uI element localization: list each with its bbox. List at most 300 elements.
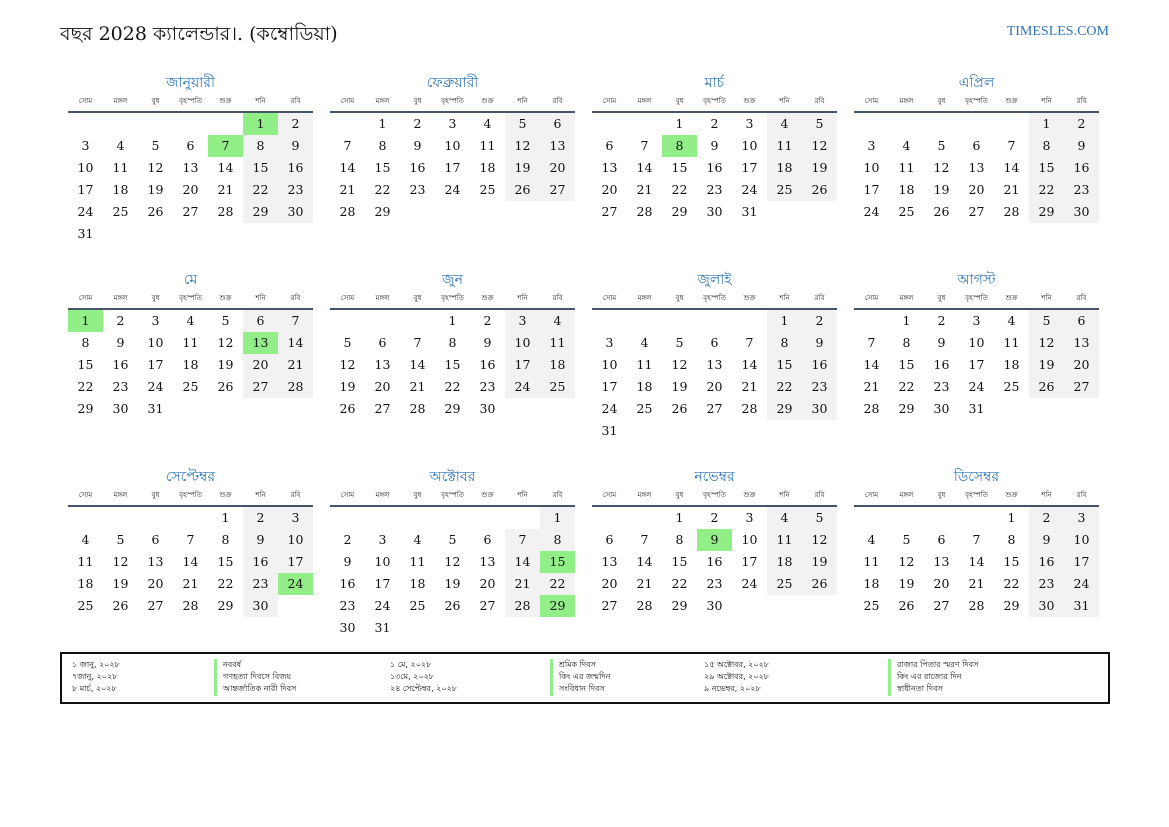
day-cell: 17: [374, 576, 391, 591]
day-cell: 30: [339, 620, 356, 635]
day-cell: 1: [1007, 510, 1016, 525]
day-cell: 24: [77, 204, 94, 219]
weekday-label: সোম: [602, 491, 617, 499]
day-cell: 15: [898, 357, 915, 372]
day-cell: 12: [444, 554, 461, 569]
day-cell: 17: [444, 160, 461, 175]
day-cell: 31: [147, 401, 164, 416]
week-row: [592, 332, 837, 354]
day-cell: 22: [767, 376, 802, 398]
weekday-label: শুক্র: [1005, 294, 1018, 302]
day-cell: 16: [1064, 157, 1099, 179]
day-cell: 1: [902, 313, 911, 328]
week-row: [854, 354, 1099, 376]
day-cell: 12: [898, 554, 915, 569]
day-cell: 18: [112, 182, 129, 197]
empty-cell: [505, 201, 540, 223]
day-cell: 27: [1064, 376, 1099, 398]
day-cell: 14: [409, 357, 426, 372]
day-cell: 7: [278, 310, 313, 332]
empty-cell: [505, 398, 540, 420]
weekday-header: [854, 289, 1099, 310]
months-grid: [68, 70, 1099, 644]
weekday-label: শুক্র: [219, 294, 232, 302]
day-cell: 10: [741, 138, 758, 153]
day-cell: 24: [374, 598, 391, 613]
day-cell: 8: [540, 529, 575, 551]
weekday-header: [854, 486, 1099, 507]
day-cell: 28: [278, 376, 313, 398]
day-cell: 28: [409, 401, 426, 416]
month-calendar: [592, 267, 837, 447]
holiday-date: ১ মে, ২০২৮: [390, 660, 432, 669]
day-cell: 25: [767, 179, 802, 201]
day-cell: 4: [867, 532, 876, 547]
weekday-label: বৃহস্পতি: [703, 491, 726, 499]
day-cell: 27: [540, 179, 575, 201]
day-cell: 21: [636, 182, 653, 197]
empty-cell: [662, 310, 697, 332]
month-name: জুলাই: [697, 272, 732, 288]
month-name: সেপ্টেম্বর: [165, 469, 216, 485]
day-cell: 30: [1064, 201, 1099, 223]
day-cell: 12: [933, 160, 950, 175]
week-row: [68, 507, 313, 529]
day-cell: 8: [767, 332, 802, 354]
day-cell: 13: [601, 160, 618, 175]
holiday-date: ৭জানু, ২০২৮: [72, 672, 118, 681]
holiday-date: ১ জানু, ২০২৮: [72, 660, 120, 669]
day-cell: 22: [540, 573, 575, 595]
empty-cell: [697, 420, 732, 442]
day-cell: 7: [867, 335, 876, 350]
day-cell: 23: [409, 182, 426, 197]
day-cell: 30: [112, 401, 129, 416]
day-cell: 5: [343, 335, 352, 350]
weekday-label: শুক্র: [481, 97, 494, 105]
day-cell: 30: [802, 398, 837, 420]
day-cell: 2: [413, 116, 422, 131]
day-cell: 7: [1007, 138, 1016, 153]
day-cell: 14: [968, 554, 985, 569]
day-cell: 30: [278, 201, 313, 223]
day-cell: 3: [151, 313, 160, 328]
day-cell: 10: [505, 332, 540, 354]
empty-cell: [767, 595, 802, 617]
empty-cell: [732, 420, 767, 442]
holiday-day-cell: 7: [208, 135, 243, 157]
day-cell: 20: [243, 354, 278, 376]
empty-cell: [470, 617, 505, 639]
weekday-label: বুধ: [675, 97, 684, 105]
day-cell: 27: [479, 598, 496, 613]
weekday-label: বুধ: [151, 491, 160, 499]
day-cell: 21: [741, 379, 758, 394]
weekday-label: রবি: [1076, 294, 1087, 302]
day-cell: 8: [378, 138, 387, 153]
day-cell: 26: [898, 598, 915, 613]
weekday-label: বৃহস্পতি: [965, 294, 988, 302]
day-cell: 13: [933, 554, 950, 569]
day-cell: 10: [863, 160, 880, 175]
empty-cell: [138, 113, 173, 135]
holiday-name: গণহত্যা দিবসে বিজয়: [214, 671, 291, 684]
day-cell: 18: [898, 182, 915, 197]
day-cell: 17: [741, 160, 758, 175]
empty-cell: [470, 201, 505, 223]
month-calendar: [592, 464, 837, 644]
day-cell: 4: [902, 138, 911, 153]
empty-cell: [243, 223, 278, 245]
day-cell: 23: [278, 179, 313, 201]
day-cell: 20: [1064, 354, 1099, 376]
weekday-label: মঙ্গল: [899, 294, 914, 302]
weekday-label: মঙ্গল: [113, 97, 128, 105]
weekday-label: মঙ্গল: [637, 491, 652, 499]
week-row: [330, 332, 575, 354]
week-row: [68, 310, 313, 332]
week-row: [854, 113, 1099, 135]
day-cell: 6: [605, 532, 614, 547]
week-row: [68, 223, 313, 245]
month-name: এপ্রিল: [958, 75, 995, 91]
week-row: [68, 332, 313, 354]
week-row: [592, 135, 837, 157]
day-cell: 31: [374, 620, 391, 635]
day-cell: 21: [217, 182, 234, 197]
empty-cell: [68, 113, 103, 135]
day-cell: 7: [343, 138, 352, 153]
empty-cell: [854, 310, 889, 332]
month-calendar: [330, 70, 575, 250]
day-cell: 19: [339, 379, 356, 394]
day-cell: 1: [675, 116, 684, 131]
day-cell: 21: [636, 576, 653, 591]
day-cell: 29: [374, 204, 391, 219]
day-cell: 29: [444, 401, 461, 416]
day-cell: 2: [1064, 113, 1099, 135]
day-cell: 16: [409, 160, 426, 175]
day-cell: 19: [147, 182, 164, 197]
holiday-date: ১৩মে, ২০২৮: [390, 672, 434, 681]
day-cell: 14: [741, 357, 758, 372]
weekday-label: বৃহস্পতি: [965, 491, 988, 499]
day-cell: 22: [1003, 576, 1020, 591]
day-cell: 24: [741, 576, 758, 591]
weekday-label: শুক্র: [743, 294, 756, 302]
day-cell: 21: [968, 576, 985, 591]
week-row: [330, 376, 575, 398]
week-row: [330, 135, 575, 157]
day-cell: 10: [147, 335, 164, 350]
day-cell: 6: [151, 532, 160, 547]
day-cell: 6: [186, 138, 195, 153]
day-cell: 8: [243, 135, 278, 157]
day-cell: 9: [1029, 529, 1064, 551]
weekday-label: মঙ্গল: [375, 294, 390, 302]
day-cell: 17: [601, 379, 618, 394]
week-row: [68, 573, 313, 595]
day-cell: 27: [601, 598, 618, 613]
day-cell: 15: [217, 554, 234, 569]
day-cell: 23: [1029, 573, 1064, 595]
week-row: [854, 595, 1099, 617]
day-cell: 25: [409, 598, 426, 613]
day-cell: 23: [1064, 179, 1099, 201]
day-cell: 17: [863, 182, 880, 197]
week-row: [68, 157, 313, 179]
month-calendar: [330, 464, 575, 644]
day-cell: 19: [898, 576, 915, 591]
weekday-label: সোম: [602, 97, 617, 105]
day-cell: 28: [339, 204, 356, 219]
day-cell: 12: [217, 335, 234, 350]
week-row: [592, 113, 837, 135]
day-cell: 2: [483, 313, 492, 328]
day-cell: 27: [147, 598, 164, 613]
weekday-label: বৃহস্পতি: [179, 294, 202, 302]
day-cell: 2: [710, 116, 719, 131]
day-cell: 8: [221, 532, 230, 547]
day-cell: 1: [767, 310, 802, 332]
weekday-label: বৃহস্পতি: [441, 491, 464, 499]
weekday-label: রবি: [814, 97, 825, 105]
page-title: বছর 2028 ক্যালেন্ডার।. (কম্বোডিয়া): [60, 23, 338, 45]
day-cell: 6: [710, 335, 719, 350]
month-calendar: [854, 464, 1099, 644]
day-cell: 26: [112, 598, 129, 613]
weekday-label: মঙ্গল: [899, 97, 914, 105]
holiday-day-cell: 1: [243, 113, 278, 135]
weekday-label: শুক্র: [481, 491, 494, 499]
empty-cell: [243, 398, 278, 420]
day-cell: 7: [186, 532, 195, 547]
day-cell: 24: [505, 376, 540, 398]
weekday-label: বুধ: [675, 294, 684, 302]
day-cell: 16: [243, 551, 278, 573]
day-cell: 17: [505, 354, 540, 376]
day-cell: 6: [1064, 310, 1099, 332]
day-cell: 19: [802, 157, 837, 179]
empty-cell: [732, 595, 767, 617]
day-cell: 24: [741, 182, 758, 197]
day-cell: 4: [767, 507, 802, 529]
weekday-label: বুধ: [937, 491, 946, 499]
empty-cell: [767, 420, 802, 442]
day-cell: 5: [902, 532, 911, 547]
weekday-label: বৃহস্পতি: [179, 491, 202, 499]
day-cell: 15: [671, 554, 688, 569]
day-cell: 22: [1029, 179, 1064, 201]
empty-cell: [103, 113, 138, 135]
weekday-label: বুধ: [413, 491, 422, 499]
site-link[interactable]: TIMESLES.COM: [1006, 24, 1109, 39]
weekday-label: শনি: [517, 294, 528, 302]
day-cell: 19: [671, 379, 688, 394]
holiday-name: শ্রমিক দিবস: [550, 659, 596, 672]
day-cell: 24: [1064, 573, 1099, 595]
day-cell: 29: [1029, 201, 1064, 223]
day-cell: 4: [81, 532, 90, 547]
day-cell: 30: [706, 598, 723, 613]
empty-cell: [592, 310, 627, 332]
day-cell: 12: [112, 554, 129, 569]
day-cell: 22: [444, 379, 461, 394]
weekday-label: মঙ্গল: [375, 97, 390, 105]
day-cell: 23: [802, 376, 837, 398]
day-cell: 28: [1003, 204, 1020, 219]
day-cell: 31: [601, 423, 618, 438]
day-cell: 14: [278, 332, 313, 354]
day-cell: 21: [1003, 182, 1020, 197]
day-cell: 25: [898, 204, 915, 219]
day-cell: 30: [706, 204, 723, 219]
empty-cell: [732, 310, 767, 332]
day-cell: 16: [278, 157, 313, 179]
empty-cell: [330, 310, 365, 332]
empty-cell: [802, 595, 837, 617]
day-cell: 3: [448, 116, 457, 131]
day-cell: 16: [706, 554, 723, 569]
empty-cell: [592, 113, 627, 135]
weekday-label: সোম: [340, 491, 355, 499]
week-row: [854, 529, 1099, 551]
day-cell: 31: [968, 401, 985, 416]
day-cell: 19: [444, 576, 461, 591]
holiday-name: কিং এর রাজ্যের দিন: [888, 671, 962, 684]
empty-cell: [435, 201, 470, 223]
weekday-label: বুধ: [937, 97, 946, 105]
day-cell: 7: [640, 532, 649, 547]
empty-cell: [854, 507, 889, 529]
day-cell: 14: [182, 554, 199, 569]
holiday-date: ২৪ সেপ্টেম্বর, ২০২৮: [390, 684, 457, 693]
day-cell: 13: [601, 554, 618, 569]
empty-cell: [994, 398, 1029, 420]
day-cell: 22: [671, 182, 688, 197]
week-row: [592, 420, 837, 442]
month-name: জানুয়ারী: [166, 75, 215, 91]
weekday-header: [330, 92, 575, 113]
day-cell: 27: [182, 204, 199, 219]
day-cell: 9: [413, 138, 422, 153]
day-cell: 4: [767, 113, 802, 135]
day-cell: 16: [1029, 551, 1064, 573]
day-cell: 20: [147, 576, 164, 591]
week-row: [854, 332, 1099, 354]
holiday-day-cell: 9: [697, 529, 732, 551]
week-row: [330, 617, 575, 639]
day-cell: 15: [1003, 554, 1020, 569]
day-cell: 12: [1029, 332, 1064, 354]
day-cell: 22: [374, 182, 391, 197]
day-cell: 5: [505, 113, 540, 135]
holiday-date: ১৫ অক্টোবর, ২০২৮: [704, 660, 769, 669]
empty-cell: [1029, 398, 1064, 420]
day-cell: 26: [671, 401, 688, 416]
holiday-name: সংবিধান দিবস: [550, 683, 605, 696]
weekday-label: শনি: [1041, 97, 1052, 105]
day-cell: 28: [217, 204, 234, 219]
day-cell: 30: [479, 401, 496, 416]
empty-cell: [400, 617, 435, 639]
day-cell: 11: [636, 357, 653, 372]
weekday-label: বৃহস্পতি: [179, 97, 202, 105]
day-cell: 23: [112, 379, 129, 394]
day-cell: 15: [243, 157, 278, 179]
month-calendar: [68, 267, 313, 447]
holiday-name: নববর্ষ: [214, 659, 241, 672]
day-cell: 26: [147, 204, 164, 219]
day-cell: 20: [479, 576, 496, 591]
empty-cell: [173, 398, 208, 420]
day-cell: 7: [745, 335, 754, 350]
week-row: [592, 595, 837, 617]
empty-cell: [959, 507, 994, 529]
week-row: [68, 398, 313, 420]
weekday-label: শুক্র: [1005, 97, 1018, 105]
empty-cell: [959, 113, 994, 135]
day-cell: 12: [802, 135, 837, 157]
empty-cell: [68, 507, 103, 529]
day-cell: 7: [972, 532, 981, 547]
day-cell: 11: [767, 135, 802, 157]
day-cell: 20: [601, 576, 618, 591]
day-cell: 8: [448, 335, 457, 350]
day-cell: 4: [640, 335, 649, 350]
day-cell: 26: [802, 179, 837, 201]
weekday-header: [68, 92, 313, 113]
day-cell: 24: [444, 182, 461, 197]
holiday-name: আন্তর্জাতিক নারী দিবস: [214, 683, 296, 696]
day-cell: 9: [278, 135, 313, 157]
day-cell: 2: [243, 507, 278, 529]
day-cell: 3: [81, 138, 90, 153]
weekday-label: শুক্র: [743, 491, 756, 499]
month-calendar: [854, 267, 1099, 447]
day-cell: 9: [710, 138, 719, 153]
weekday-header: [592, 92, 837, 113]
day-cell: 23: [479, 379, 496, 394]
holiday-day-cell: 24: [278, 573, 313, 595]
empty-cell: [103, 223, 138, 245]
day-cell: 2: [710, 510, 719, 525]
empty-cell: [470, 507, 505, 529]
weekday-label: মঙ্গল: [113, 294, 128, 302]
weekday-label: সোম: [864, 491, 879, 499]
day-cell: 13: [374, 357, 391, 372]
day-cell: 11: [182, 335, 199, 350]
empty-cell: [278, 595, 313, 617]
month-calendar: [592, 70, 837, 250]
day-cell: 25: [77, 598, 94, 613]
weekday-label: রবি: [1076, 491, 1087, 499]
month-calendar: [68, 464, 313, 644]
month-name: নভেম্বর: [694, 469, 735, 485]
day-cell: 5: [675, 335, 684, 350]
day-cell: 22: [243, 179, 278, 201]
weekday-label: শুক্র: [1005, 491, 1018, 499]
weekday-label: শনি: [1041, 294, 1052, 302]
day-cell: 9: [243, 529, 278, 551]
empty-cell: [662, 420, 697, 442]
weekday-label: রবি: [552, 294, 563, 302]
week-row: [592, 376, 837, 398]
day-cell: 24: [863, 204, 880, 219]
week-row: [592, 179, 837, 201]
day-cell: 22: [671, 576, 688, 591]
empty-cell: [889, 507, 924, 529]
